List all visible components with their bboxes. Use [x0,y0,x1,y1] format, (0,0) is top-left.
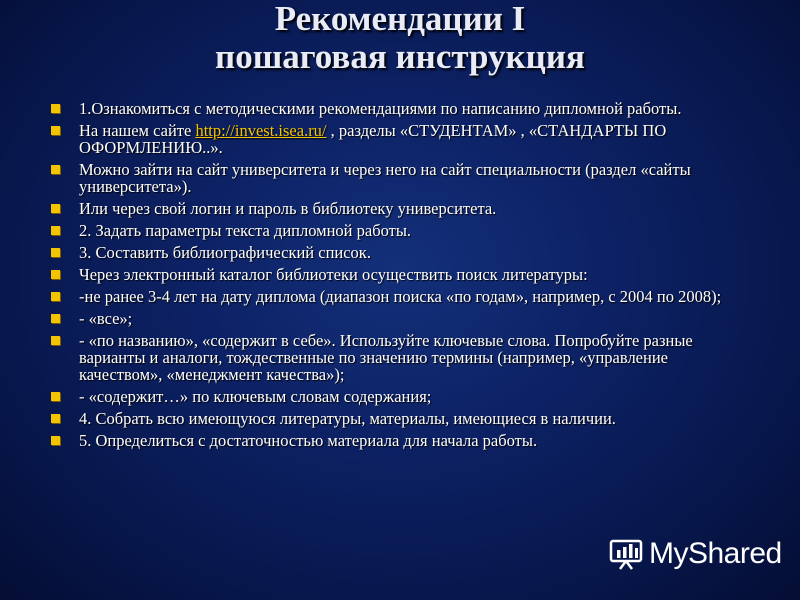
list-item-text: 1.Ознакомиться с методическими рекомендациями по написанию дипломной работы. [79,99,682,118]
list-item-text-after-link: , разделы «СТУДЕНТАМ» , «СТАНДАРТЫ ПО ОФОРМЛЕНИЮ..». [79,121,667,157]
list-item-text: 2. Задать параметры текста дипломной работы. [79,221,412,240]
list-item-text: -не ранее 3-4 лет на дату диплома (диапазон поиска «по годам», например, с 2004 по 2008); [79,287,722,306]
bullet-square-icon [51,165,60,174]
list-item [48,266,753,283]
list-item [48,200,753,217]
list-item [48,222,753,239]
bullet-square-icon [51,270,60,279]
list-item-text: - «по названию», «содержит в себе». Используйте ключевые слова. Попробуйте разные варианты и аналоги, тождественные по значению термины (например, «управление качеством», «менеджмент качества»); [79,331,693,384]
bullet-square-icon [51,314,60,323]
instruction-list [48,100,753,454]
bullet-square-icon [51,248,60,257]
list-item [48,244,753,261]
bullet-square-icon [51,414,60,423]
list-item [48,288,753,305]
list-item [48,410,753,427]
bullet-square-icon [51,436,60,445]
list-item-text: Через электронный каталог библиотеки осуществить поиск литературы: [79,265,588,284]
bullet-square-icon [51,336,60,345]
list-item-text: 5. Определиться с достаточностью материала для начала работы. [79,431,538,450]
bullet-square-icon [51,292,60,301]
list-item-website [48,122,753,156]
list-item-text: 4. Собрать всю имеющуюся литературы, материалы, имеющиеся в наличии. [79,409,616,428]
list-item-text-before-link: На нашем сайте [79,121,196,140]
slide-title-line-2: пошаговая инструкция [215,37,585,76]
slide-title-line-1: Рекомендации I [274,0,526,38]
list-item-text: - «содержит…» по ключевым словам содержания; [79,387,432,406]
list-item [48,332,753,383]
list-item-text: Или через свой логин и пароль в библиотеку университета. [79,199,497,218]
slide-title [0,0,800,76]
list-item [48,310,753,327]
list-item [48,432,753,449]
bullet-square-icon [51,392,60,401]
myshared-logo[interactable] [609,534,782,574]
bullet-square-icon [51,104,60,113]
bullet-square-icon [51,204,60,213]
bullet-square-icon [51,126,60,135]
website-link[interactable]: http://invest.isea.ru/ [195,121,327,140]
list-item-text: - «все»; [79,309,133,328]
list-item-text: 3. Составить библиографический список. [79,243,371,262]
list-item-text: Можно зайти на сайт университета и через него на сайт специальности (раздел «сайты университета»). [79,160,691,196]
presentation-board-icon [609,537,643,571]
list-item [48,388,753,405]
list-item [48,161,753,195]
bullet-square-icon [51,226,60,235]
logo-text: MyShared [649,537,782,570]
list-item [48,100,753,117]
